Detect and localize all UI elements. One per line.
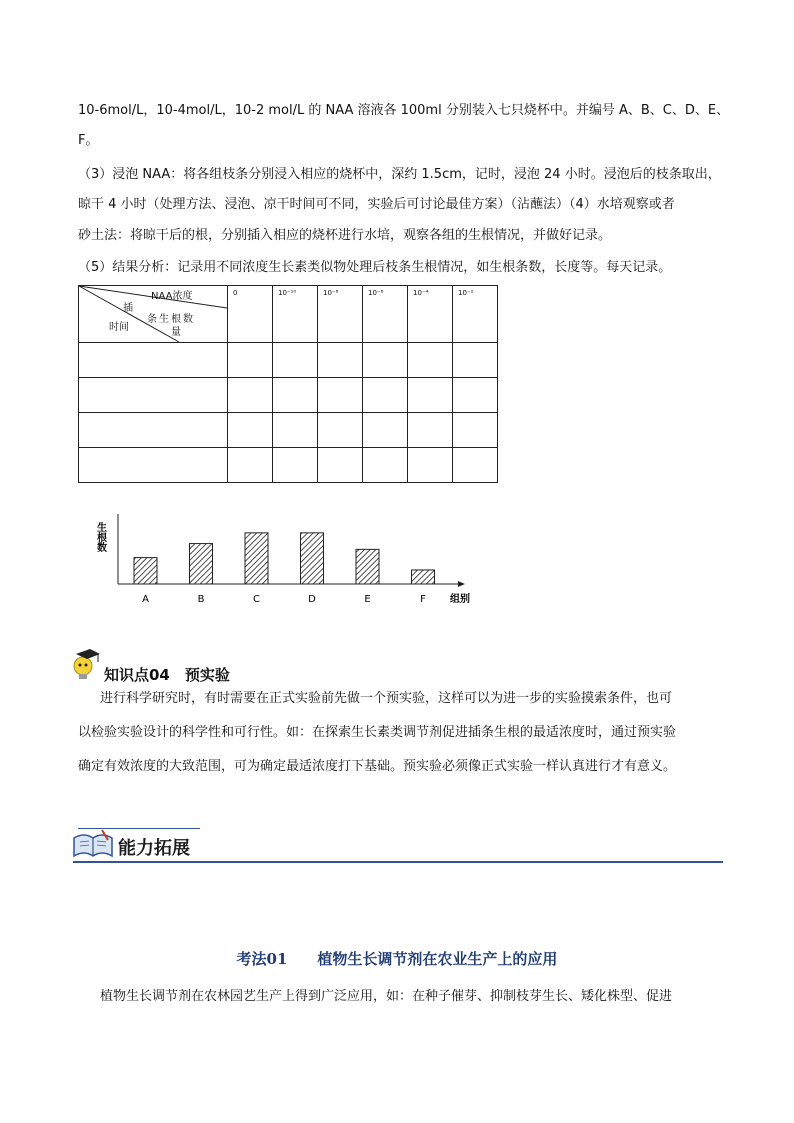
expansion-heading: 能力拓展	[118, 838, 190, 859]
text-line: 砂土法：将晾干后的根，分别插入相应的烧杯进行水培，观察各组的生根情况，并做好记录。	[78, 228, 612, 243]
text-line: 10-6mol/L，10-4mol/L，10-2 mol/L 的 NAA 溶液各 100ml 分别装入七只烧杯中。并编号 A、B、C、D、E、	[78, 103, 730, 118]
text-line: F。	[78, 133, 99, 148]
x-axis-arrow	[458, 581, 465, 587]
header-time-label: 时间	[109, 322, 129, 333]
x-tick-label: F	[420, 594, 426, 605]
open-book-pen-icon	[72, 828, 114, 860]
x-tick-label: A	[142, 594, 149, 605]
rooting-bar-chart	[94, 510, 488, 610]
paragraph-line: 进行科学研究时，有时需要在正式实验前先做一个预实验，这样可以为进一步的实验摸索条件，也可	[100, 691, 673, 706]
bar-D	[301, 533, 324, 584]
conc-header: 10⁻¹⁰	[273, 286, 318, 343]
bar-B	[190, 544, 213, 584]
x-tick-label: C	[253, 594, 260, 605]
table-header-diagonal-cell	[79, 286, 228, 343]
text-line: 晾干 4 小时（处理方法、浸泡、凉干时间可不同，实验后可讨论最佳方案）（沾蘸法）（4）水培观察或者	[78, 197, 675, 212]
conc-header: 10⁻⁴	[408, 286, 453, 343]
bar-F	[412, 570, 435, 584]
lightbulb-graduate-icon	[70, 646, 104, 682]
text-line: （5）结果分析：记录用不同浓度生长素类似物处理后枝条生根情况，如生根条数，长度等。每天记录。	[78, 260, 672, 275]
conc-header: 10⁻⁸	[318, 286, 363, 343]
conc-header: 10⁻⁶	[363, 286, 408, 343]
header-tiao-label: 条生根数	[147, 314, 195, 325]
section-title: 知识点04 预实验	[104, 666, 230, 684]
table-row	[79, 343, 498, 378]
header-naa-label: NAA浓度	[151, 291, 193, 302]
paragraph-line: 植物生长调节剂在农林园艺生产上得到广泛应用，如：在种子催芽、抑制枝芽生长、矮化株型、促进	[100, 989, 673, 1004]
bar-A	[134, 558, 157, 584]
conc-header: 0	[228, 286, 273, 343]
x-tick-label: E	[364, 594, 371, 605]
x-tick-label: B	[197, 594, 205, 605]
y-axis-label: 生根数	[94, 522, 106, 552]
header-cha-label: 插	[123, 303, 133, 314]
bar-C	[245, 533, 268, 584]
x-tick-label: D	[308, 594, 316, 605]
bar-E	[356, 549, 379, 584]
paragraph-line: 以检验实验设计的科学性和可行性。如：在探索生长素类调节剂促进插条生根的最适浓度时，通过预实验	[78, 725, 677, 740]
conc-header: 10⁻²	[453, 286, 498, 343]
header-liang-label: 量	[171, 327, 181, 338]
paragraph-line: 确定有效浓度的大致范围，可为确定最适浓度打下基础。预实验必须像正式实验一样认真进行才有意义。	[78, 759, 677, 774]
table-row	[79, 413, 498, 448]
text-line: （3）浸泡 NAA：将各组枝条分别浸入相应的烧杯中，深约 1.5cm，记时，浸泡 24 小时。浸泡后的枝条取出，	[78, 167, 721, 182]
table-row	[79, 378, 498, 413]
heading-underline	[73, 861, 723, 863]
record-table	[78, 285, 498, 483]
method-title: 考法01 植物生长调节剂在农业生产上的应用	[236, 950, 558, 968]
x-axis-label: 组别	[450, 594, 470, 605]
table-row	[79, 448, 498, 483]
